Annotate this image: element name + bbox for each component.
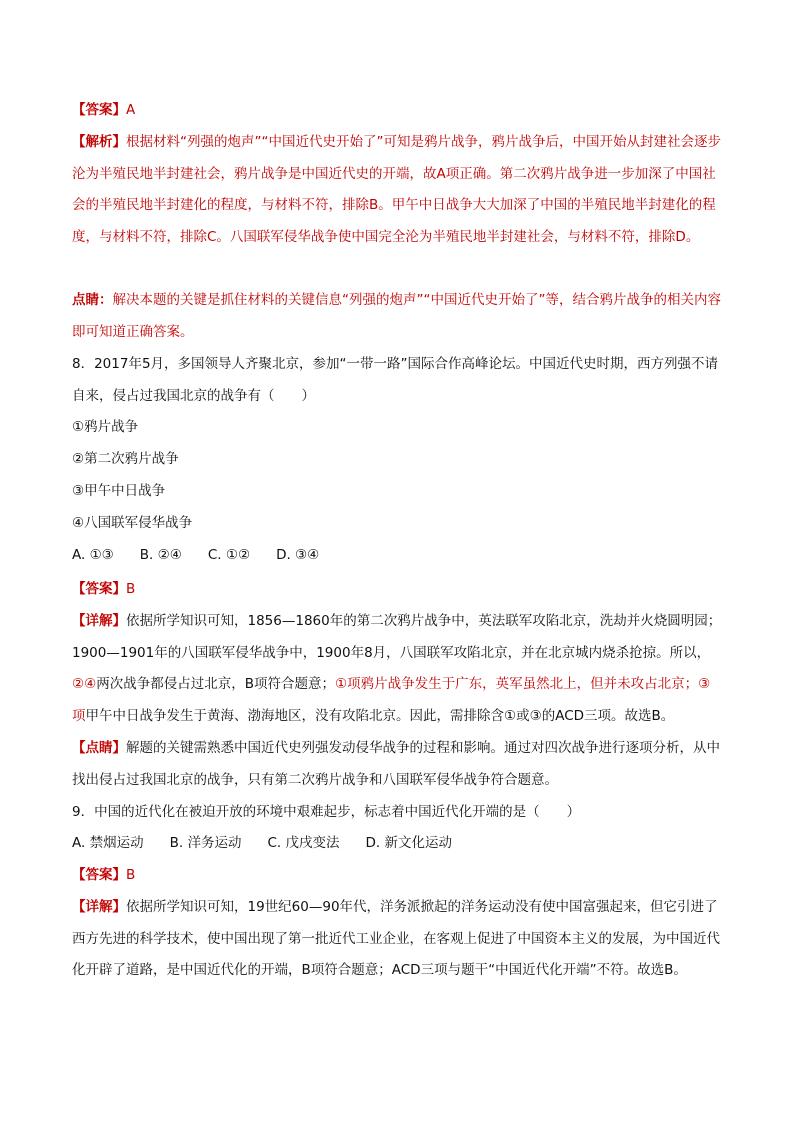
comment-tag-1: 点睛： (72, 292, 113, 308)
comment-text-1: 解决本题的关键是抓住材料的关键信息“列强的炮声”“中国近代史开始了”等，结合鸦片战争的相关内容即可知道正确答案。 (72, 292, 721, 340)
question-9-stem: 9．中国的近代化在被迫开放的环境中艰难起步，标志着中国近代化开端的是（ ） (72, 804, 581, 820)
q8-option-a: A. ①③ (72, 547, 114, 563)
q8-detail-tag: 【详解】 (72, 613, 126, 629)
q8-answer-line (72, 574, 722, 606)
q8-options (72, 540, 722, 572)
q9-detail-tag: 【详解】 (72, 899, 126, 915)
q8-option-c: C. ①② (207, 547, 251, 563)
q9-option-d: D. 新文化运动 (365, 835, 452, 851)
q9-detail-text: 依据所学知识可知，19世纪60—90年代，洋务派掀起的洋务运动没有使中国富强起来，但它引进了西方先进的科学技术，使中国出现了第一批近代工业企业，在客观上促进了中国资本主义的发展，为中国近代化开辟了道路，是中国近代化的开端，B项符合题意；ACD三项与题干“中国近代化开端”不符。故选B。 (72, 899, 720, 978)
q8-answer-value: B (126, 581, 136, 597)
q8-item-1: ①鸦片战争 (72, 419, 139, 435)
analysis-tag: 【解析】 (72, 134, 126, 150)
q9-options (72, 828, 722, 860)
answer-tag: 【答案】 (72, 102, 126, 118)
answer-value: A (126, 102, 136, 118)
q8-comment-paragraph (72, 733, 722, 796)
q8-item-2: ②第二次鸦片战争 (72, 451, 179, 467)
q8-detail-red-2: ①项鸦片战争发生于广东，英军虽然北上，但并未攻占北京；③项 (72, 676, 711, 724)
q9-answer-line (72, 860, 722, 892)
q8-detail-red-1: ②④ (72, 676, 97, 692)
q8-detail-text-3: 甲午中日战争发生于黄海、渤海地区，没有攻陷北京。因此，需排除含①或③的ACD三项。故选B。 (85, 707, 675, 724)
q9-detail-paragraph (72, 892, 722, 987)
q9-answer-value: B (126, 867, 136, 883)
q9-answer-tag: 【答案】 (72, 867, 126, 883)
q9-option-c: C. 戊戌变法 (267, 835, 340, 851)
analysis-paragraph (72, 127, 722, 253)
q8-option-b: B. ②④ (139, 547, 182, 563)
q8-comment-tag: 【点睛】 (72, 740, 126, 756)
q9-option-b: B. 洋务运动 (169, 835, 242, 851)
q8-detail-paragraph (72, 606, 722, 732)
q8-detail-text-1: 依据所学知识可知，1856—1860年的第二次鸦片战争中，英法联军攻陷北京，洗劫并火烧圆明园；1900—1901年的八国联军侵华战争中，1900年8月，八国联军攻陷北京，并在北京城内烧杀抢掠。所以， (72, 613, 722, 661)
q8-detail-text-2: 两次战争都侵占过北京，B项符合题意； (96, 676, 335, 692)
q8-answer-tag: 【答案】 (72, 581, 126, 597)
answer-line-1 (72, 95, 722, 127)
q8-option-d: D. ③④ (276, 547, 320, 563)
q8-item-4: ④八国联军侵华战争 (72, 515, 193, 531)
comment-paragraph-1 (72, 285, 722, 348)
q8-comment-text: 解题的关键需熟悉中国近代史列强发动侵华战争的过程和影响。通过对四次战争进行逐项分析，从中找出侵占过我国北京的战争，只有第二次鸦片战争和八国联军侵华战争符合题意。 (72, 740, 720, 788)
q9-option-a: A. 禁烟运动 (72, 835, 144, 851)
analysis-text: 根据材料“列强的炮声”“中国近代史开始了”可知是鸦片战争，鸦片战争后，中国开始从封建社会逐步沦为半殖民地半封建社会，鸦片战争是中国近代史的开端，故A项正确。第二次鸦片战争进一步加深了中国社会的半殖民地半封建化的程度，与材料不符，排除B。甲午中日战争大大加深了中国的半殖民地半封建化的程度，与材料不符，排除C。八国联军侵华战争使中国完全沦为半殖民地半封建社会，与材料不符，排除D。 (72, 134, 721, 245)
q8-item-3: ③甲午中日战争 (72, 483, 166, 499)
question-8-stem: 8．2017年5月，多国领导人齐聚北京，参加“一带一路”国际合作高峰论坛。中国近代史时期，西方列强不请自来，侵占过我国北京的战争有（ ） (72, 356, 719, 404)
